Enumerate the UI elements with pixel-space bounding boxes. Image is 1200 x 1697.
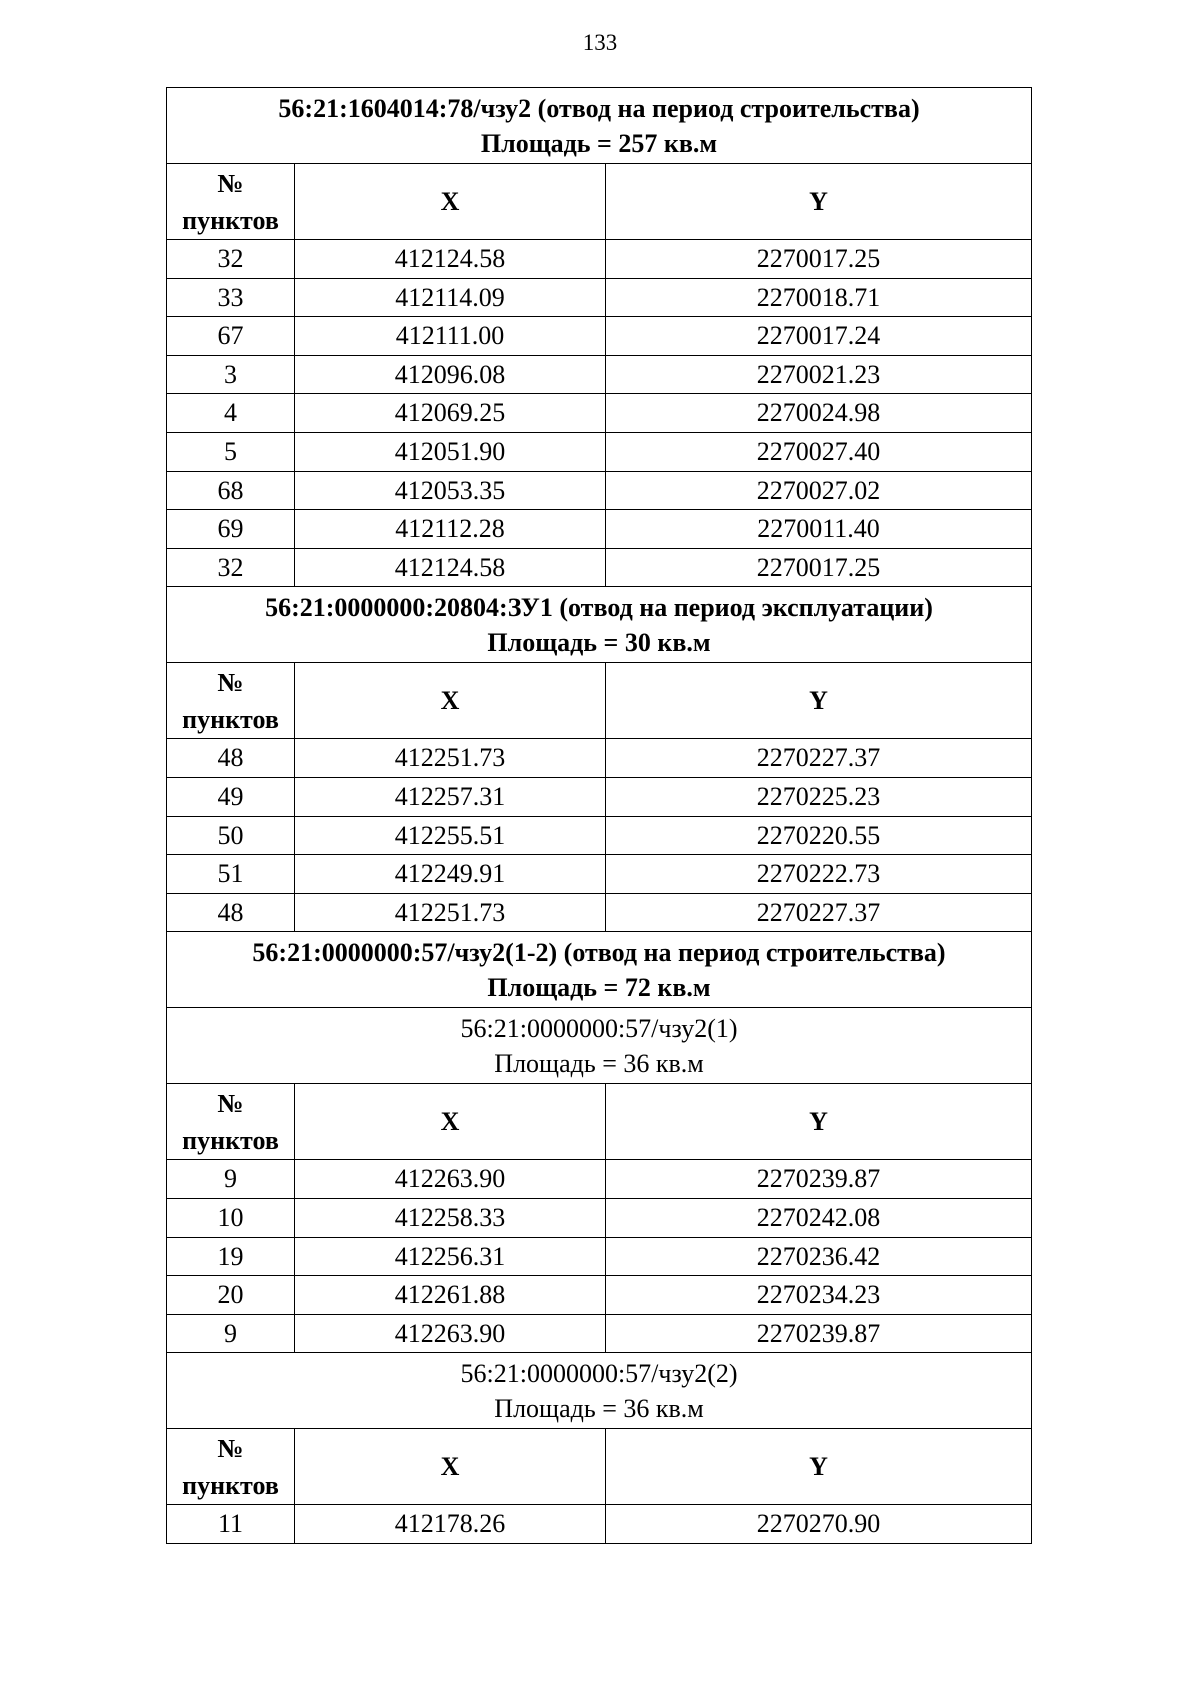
- table-row: [167, 471, 1032, 510]
- y-value: 2270017.25: [606, 548, 1032, 587]
- header-y: Y: [606, 663, 1032, 739]
- x-value: 412051.90: [295, 432, 606, 471]
- table-row: [167, 510, 1032, 549]
- column-header-row: [167, 1429, 1032, 1505]
- section-area: Площадь = 30 кв.м: [487, 627, 711, 657]
- table-row: [167, 278, 1032, 317]
- part-area: Площадь = 36 кв.м: [494, 1393, 704, 1423]
- table-row: [167, 317, 1032, 356]
- header-number-sign: №: [217, 1433, 244, 1463]
- y-value: 2270270.90: [606, 1505, 1032, 1544]
- table-row: [167, 1276, 1032, 1315]
- header-number-sign: №: [217, 168, 244, 198]
- header-points-word: пунктов: [182, 205, 279, 235]
- x-value: 412263.90: [295, 1314, 606, 1353]
- section-title-row: [167, 88, 1032, 164]
- point-number: 51: [167, 855, 295, 894]
- point-number: 32: [167, 240, 295, 279]
- table-row: [167, 855, 1032, 894]
- x-value: 412096.08: [295, 355, 606, 394]
- y-value: 2270027.02: [606, 471, 1032, 510]
- part-title-cell: [167, 1008, 1032, 1084]
- header-point-number: [167, 1084, 295, 1160]
- x-value: 412178.26: [295, 1505, 606, 1544]
- x-value: 412258.33: [295, 1198, 606, 1237]
- table-row: [167, 1160, 1032, 1199]
- point-number: 9: [167, 1314, 295, 1353]
- section-title: 56:21:0000000:57/чзу2(1-2) (отвод на период строительства): [252, 937, 946, 967]
- point-number: 67: [167, 317, 295, 356]
- section-title-cell: [167, 932, 1032, 1008]
- point-number: 5: [167, 432, 295, 471]
- header-point-number: [167, 1429, 295, 1505]
- section-title-row: [167, 587, 1032, 663]
- x-value: 412111.00: [295, 317, 606, 356]
- x-value: 412124.58: [295, 240, 606, 279]
- y-value: 2270236.42: [606, 1237, 1032, 1276]
- column-header-row: [167, 164, 1032, 240]
- section-title: 56:21:0000000:20804:ЗУ1 (отвод на период эксплуатации): [265, 592, 933, 622]
- y-value: 2270239.87: [606, 1314, 1032, 1353]
- point-number: 48: [167, 893, 295, 932]
- table-row: [167, 739, 1032, 778]
- x-value: 412256.31: [295, 1237, 606, 1276]
- point-number: 68: [167, 471, 295, 510]
- table-row: [167, 1237, 1032, 1276]
- point-number: 32: [167, 548, 295, 587]
- x-value: 412255.51: [295, 816, 606, 855]
- header-y: Y: [606, 1429, 1032, 1505]
- point-number: 20: [167, 1276, 295, 1315]
- point-number: 4: [167, 394, 295, 433]
- page-number: 133: [582, 30, 618, 55]
- y-value: 2270242.08: [606, 1198, 1032, 1237]
- x-value: 412251.73: [295, 893, 606, 932]
- x-value: 412257.31: [295, 777, 606, 816]
- table-row: [167, 893, 1032, 932]
- section-title-cell: [167, 88, 1032, 164]
- x-value: 412053.35: [295, 471, 606, 510]
- x-value: 412069.25: [295, 394, 606, 433]
- section-area: Площадь = 72 кв.м: [487, 972, 711, 1002]
- header-points-word: пунктов: [182, 1125, 279, 1155]
- header-points-word: пунктов: [182, 704, 279, 734]
- part-title-row: [167, 1008, 1032, 1084]
- x-value: 412263.90: [295, 1160, 606, 1199]
- y-value: 2270227.37: [606, 739, 1032, 778]
- header-x: X: [295, 1084, 606, 1160]
- part-area: Площадь = 36 кв.м: [494, 1048, 704, 1078]
- part-title-row: [167, 1353, 1032, 1429]
- x-value: 412249.91: [295, 855, 606, 894]
- header-y: Y: [606, 164, 1032, 240]
- y-value: 2270234.23: [606, 1276, 1032, 1315]
- table-row: [167, 1198, 1032, 1237]
- x-value: 412261.88: [295, 1276, 606, 1315]
- table-row: [167, 1314, 1032, 1353]
- table-row: [167, 777, 1032, 816]
- column-header-row: [167, 1084, 1032, 1160]
- y-value: 2270011.40: [606, 510, 1032, 549]
- table-row: [167, 432, 1032, 471]
- point-number: 69: [167, 510, 295, 549]
- point-number: 49: [167, 777, 295, 816]
- section-title: 56:21:1604014:78/чзу2 (отвод на период строительства): [278, 93, 920, 123]
- part-title-cell: [167, 1353, 1032, 1429]
- header-x: X: [295, 1429, 606, 1505]
- header-number-sign: №: [217, 667, 244, 697]
- x-value: 412251.73: [295, 739, 606, 778]
- part-title: 56:21:0000000:57/чзу2(1): [460, 1013, 738, 1043]
- point-number: 48: [167, 739, 295, 778]
- part-title: 56:21:0000000:57/чзу2(2): [460, 1358, 738, 1388]
- point-number: 3: [167, 355, 295, 394]
- coordinates-table: [166, 87, 1032, 1544]
- section-title-cell: [167, 587, 1032, 663]
- x-value: 412124.58: [295, 548, 606, 587]
- x-value: 412112.28: [295, 510, 606, 549]
- coordinates-table-body: [167, 88, 1032, 1544]
- point-number: 19: [167, 1237, 295, 1276]
- table-row: [167, 816, 1032, 855]
- table-row: [167, 355, 1032, 394]
- table-row: [167, 394, 1032, 433]
- y-value: 2270017.25: [606, 240, 1032, 279]
- x-value: 412114.09: [295, 278, 606, 317]
- y-value: 2270027.40: [606, 432, 1032, 471]
- section-area: Площадь = 257 кв.м: [480, 128, 718, 158]
- header-x: X: [295, 164, 606, 240]
- y-value: 2270227.37: [606, 893, 1032, 932]
- header-x: X: [295, 663, 606, 739]
- header-points-word: пунктов: [182, 1470, 279, 1500]
- y-value: 2270220.55: [606, 816, 1032, 855]
- point-number: 11: [167, 1505, 295, 1544]
- column-header-row: [167, 663, 1032, 739]
- point-number: 9: [167, 1160, 295, 1199]
- header-y: Y: [606, 1084, 1032, 1160]
- y-value: 2270222.73: [606, 855, 1032, 894]
- y-value: 2270225.23: [606, 777, 1032, 816]
- table-row: [167, 548, 1032, 587]
- point-number: 50: [167, 816, 295, 855]
- header-number-sign: №: [217, 1088, 244, 1118]
- y-value: 2270239.87: [606, 1160, 1032, 1199]
- point-number: 10: [167, 1198, 295, 1237]
- header-point-number: [167, 164, 295, 240]
- table-row: [167, 1505, 1032, 1544]
- section-title-row: [167, 932, 1032, 1008]
- header-point-number: [167, 663, 295, 739]
- y-value: 2270018.71: [606, 278, 1032, 317]
- y-value: 2270024.98: [606, 394, 1032, 433]
- y-value: 2270017.24: [606, 317, 1032, 356]
- table-row: [167, 240, 1032, 279]
- point-number: 33: [167, 278, 295, 317]
- y-value: 2270021.23: [606, 355, 1032, 394]
